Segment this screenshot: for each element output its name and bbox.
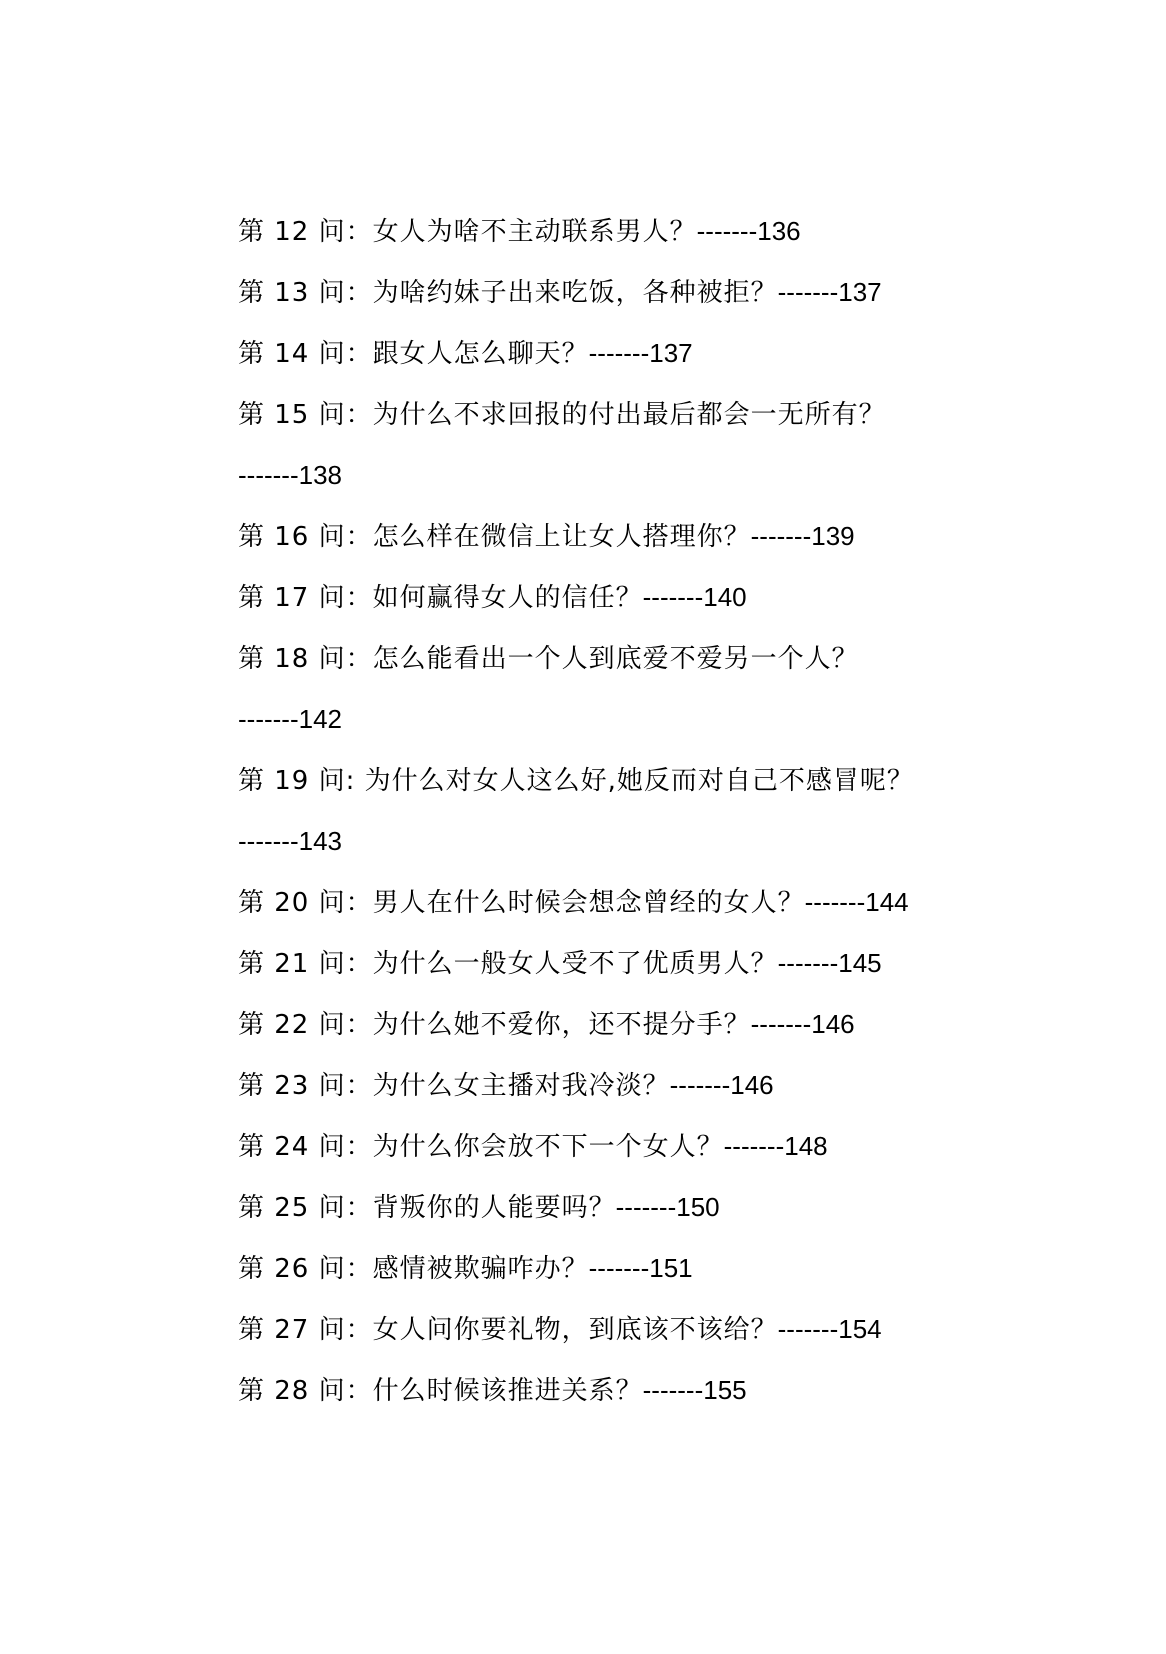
toc-question: 第 23 问：为什么女主播对我冷淡？	[238, 1071, 670, 1101]
toc-entry	[238, 395, 998, 456]
toc-page-number: -------138	[238, 460, 342, 490]
toc-entry	[238, 883, 998, 944]
toc-question: 第 12 问：女人为啥不主动联系男人？	[238, 217, 697, 247]
toc-question: 第 21 问：为什么一般女人受不了优质男人？	[238, 949, 778, 979]
toc-question: 第 14 问：跟女人怎么聊天？	[238, 339, 589, 369]
toc-page-number: -------154	[777, 1314, 882, 1344]
toc-page-number: -------146	[669, 1070, 774, 1100]
toc-page-number: -------146	[750, 1009, 855, 1039]
toc-entry	[238, 944, 998, 1005]
table-of-contents	[238, 212, 998, 1432]
toc-page-number: -------137	[777, 277, 882, 307]
toc-page-number: -------150	[615, 1192, 720, 1222]
toc-entry-continuation	[238, 700, 998, 761]
toc-question: 第 28 问：什么时候该推进关系？	[238, 1376, 643, 1406]
toc-page-number: -------140	[642, 582, 747, 612]
toc-question: 第 27 问：女人问你要礼物，到底该不该给？	[238, 1315, 778, 1345]
toc-question: 第 24 问：为什么你会放不下一个女人？	[238, 1132, 724, 1162]
toc-question: 第 20 问：男人在什么时候会想念曾经的女人？	[238, 888, 805, 918]
toc-page-number: -------143	[238, 826, 342, 856]
toc-page-number: -------136	[696, 216, 801, 246]
toc-entry-continuation	[238, 456, 998, 517]
toc-question: 第 17 问：如何赢得女人的信任？	[238, 583, 643, 613]
toc-entry	[238, 1188, 998, 1249]
toc-entry	[238, 761, 998, 822]
toc-page-number: -------142	[238, 704, 342, 734]
toc-entry	[238, 212, 998, 273]
toc-page-number: -------155	[642, 1375, 747, 1405]
toc-question: 第 25 问：背叛你的人能要吗？	[238, 1193, 616, 1223]
toc-page-number: -------148	[723, 1131, 828, 1161]
toc-entry	[238, 578, 998, 639]
toc-entry	[238, 1310, 998, 1371]
toc-entry	[238, 1066, 998, 1127]
toc-question: 第 16 问：怎么样在微信上让女人搭理你？	[238, 522, 751, 552]
toc-entry	[238, 639, 998, 700]
toc-question: 第 13 问：为啥约妹子出来吃饭，各种被拒？	[238, 278, 778, 308]
toc-entry	[238, 1127, 998, 1188]
toc-entry	[238, 517, 998, 578]
toc-page-number: -------144	[804, 887, 909, 917]
toc-entry	[238, 1371, 998, 1432]
toc-entry	[238, 273, 998, 334]
toc-entry	[238, 1249, 998, 1310]
toc-entry	[238, 1005, 998, 1066]
toc-entry-continuation	[238, 822, 998, 883]
toc-page-number: -------151	[588, 1253, 693, 1283]
toc-question: 第 22 问：为什么她不爱你，还不提分手？	[238, 1010, 751, 1040]
toc-entry	[238, 334, 998, 395]
toc-question: 第 15 问：为什么不求回报的付出最后都会一无所有？	[238, 400, 886, 430]
toc-question: 第 18 问：怎么能看出一个人到底爱不爱另一个人？	[238, 644, 859, 674]
toc-question: 第 26 问：感情被欺骗咋办？	[238, 1254, 589, 1284]
toc-page-number: -------139	[750, 521, 855, 551]
toc-page-number: -------145	[777, 948, 882, 978]
toc-page-number: -------137	[588, 338, 693, 368]
toc-question: 第 19 问: 为什么对女人这么好,她反而对自己不感冒呢？	[238, 766, 914, 796]
